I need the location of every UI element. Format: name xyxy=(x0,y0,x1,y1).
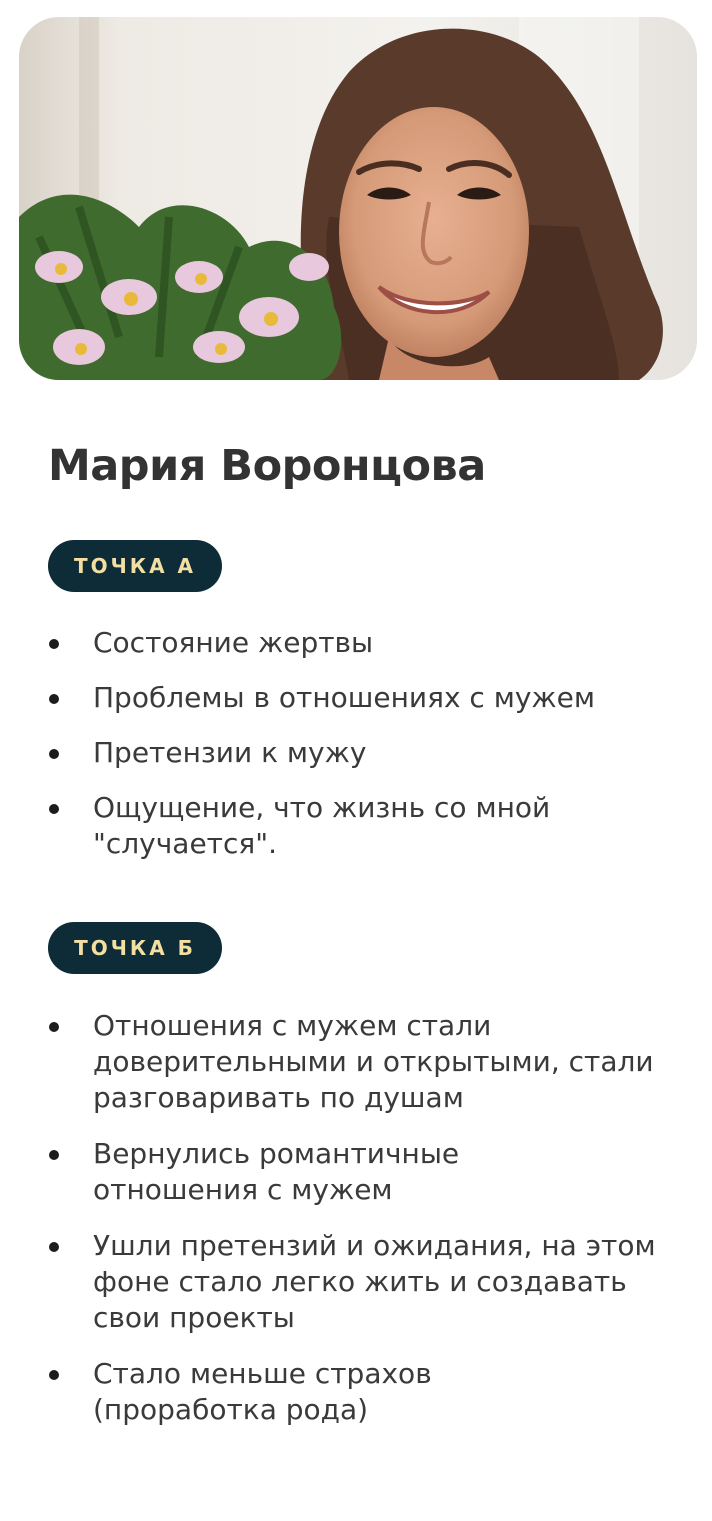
list-item xyxy=(0,1008,712,1116)
list-item-text: Вернулись романтичные отношения с мужем xyxy=(93,1137,460,1206)
list-item-text: Проблемы в отношениях с мужем xyxy=(93,681,595,714)
portrait-image xyxy=(19,17,697,380)
point-b-list xyxy=(0,1008,712,1448)
bullet-icon xyxy=(49,639,59,649)
point-a-list xyxy=(0,625,712,881)
list-item-text: Ушли претензий и ожидания, на этом фоне стало легко жить и создавать свои проекты xyxy=(93,1229,656,1334)
bullet-icon xyxy=(49,804,59,814)
list-item xyxy=(0,1356,712,1428)
point-b-badge: ТОЧКА Б xyxy=(48,922,222,974)
list-item-text: Претензии к мужу xyxy=(93,736,367,769)
list-item xyxy=(0,625,712,661)
list-item-text: Ощущение, что жизнь со мной "случается". xyxy=(93,791,551,860)
bullet-icon xyxy=(49,1370,59,1380)
list-item-text: Отношения с мужем стали доверительными и открытыми, стали разговаривать по душам xyxy=(93,1009,654,1114)
list-item xyxy=(0,1228,712,1336)
list-item xyxy=(0,680,712,716)
list-item xyxy=(0,790,712,862)
list-item xyxy=(0,1136,712,1208)
bullet-icon xyxy=(49,1022,59,1032)
bullet-icon xyxy=(49,749,59,759)
list-item xyxy=(0,735,712,771)
list-item-text: Состояние жертвы xyxy=(93,626,374,659)
person-name: Мария Воронцова xyxy=(48,441,486,491)
bullet-icon xyxy=(49,1150,59,1160)
bullet-icon xyxy=(49,694,59,704)
profile-photo xyxy=(19,17,697,380)
list-item-text: Стало меньше страхов (проработка рода) xyxy=(93,1357,432,1426)
bullet-icon xyxy=(49,1242,59,1252)
point-a-badge: ТОЧКА А xyxy=(48,540,222,592)
